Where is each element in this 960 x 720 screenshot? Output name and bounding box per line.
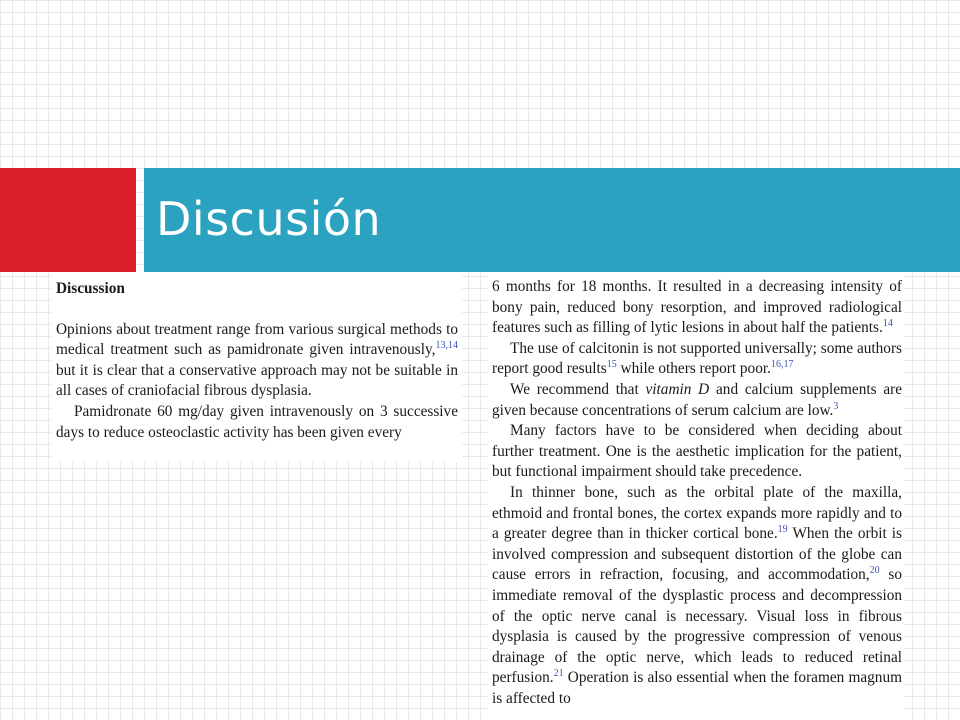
citation-ref: 15 [606,359,617,371]
title-bar [144,168,960,272]
paragraph [492,483,902,710]
slide-title: Discusión [156,192,382,246]
article-column-left [52,272,462,462]
text-run: and calcium supplements are given because concentrations of serum calcium are low. [492,380,902,419]
paragraph [492,277,902,339]
citation-ref: 19 [777,524,788,536]
emphasis-text: vitamin D [645,380,710,398]
text-run: The use of calcitonin is not supported universally; some authors report good results [492,339,902,378]
citation-ref: 13,14 [435,340,458,352]
paragraph: Pamidronate 60 mg/day given intravenously on 3 successive days to reduce osteoclastic activity has been given every [56,402,458,441]
paragraph: Many factors have to be considered when deciding about further treatment. One is the aesthetic implication for the patient, but functional impairment should take precedence. [492,422,902,481]
paragraph [492,339,902,380]
text-run: while others report poor. [616,360,771,378]
citation-ref: 21 [553,668,564,680]
citation-ref: 20 [869,565,880,577]
text-run: Opinions about treatment range from various surgical methods to medical treatment such as pamidronate given intravenously, [56,320,458,359]
citation-ref: 16,17 [770,359,794,371]
citation-ref: 14 [882,318,893,330]
article-column-right [488,272,904,720]
text-run: 6 months for 18 months. It resulted in a decreasing intensity of bony pain, reduced bony resorption, and improved radiological features such as filling of lytic lesions in about half the patients. [492,278,902,337]
text-run: When the orbit is involved compression and subsequent distortion of the globe can cause errors in refraction, focusing, and accommodation, [492,525,903,584]
citation-ref: 3 [833,400,839,412]
accent-red-block [0,168,136,272]
text-run: Operation is also essential when the foramen magnum is affected to [492,669,902,707]
paragraph [56,320,458,402]
text-run: but it is clear that a conservative approach may not be suitable in all cases of craniofacial fibrous dysplasia. [56,361,458,400]
text-run: so immediate removal of the dysplastic process and decompression of the optic nerve canal is necessary. Visual loss in fibrous dysplasia is caused by the progressive compression of venous drainage of the optic nerve, which leads to reduced retinal perfusion. [492,566,902,687]
section-heading: Discussion [56,280,125,297]
paragraph [492,380,902,421]
text-run: We recommend that [510,380,646,398]
text-run: In thinner bone, such as the orbital plate of the maxilla, ethmoid and frontal bones, the cortex expands more rapidly and to a greater degree than in thicker cortical bone. [492,483,902,543]
